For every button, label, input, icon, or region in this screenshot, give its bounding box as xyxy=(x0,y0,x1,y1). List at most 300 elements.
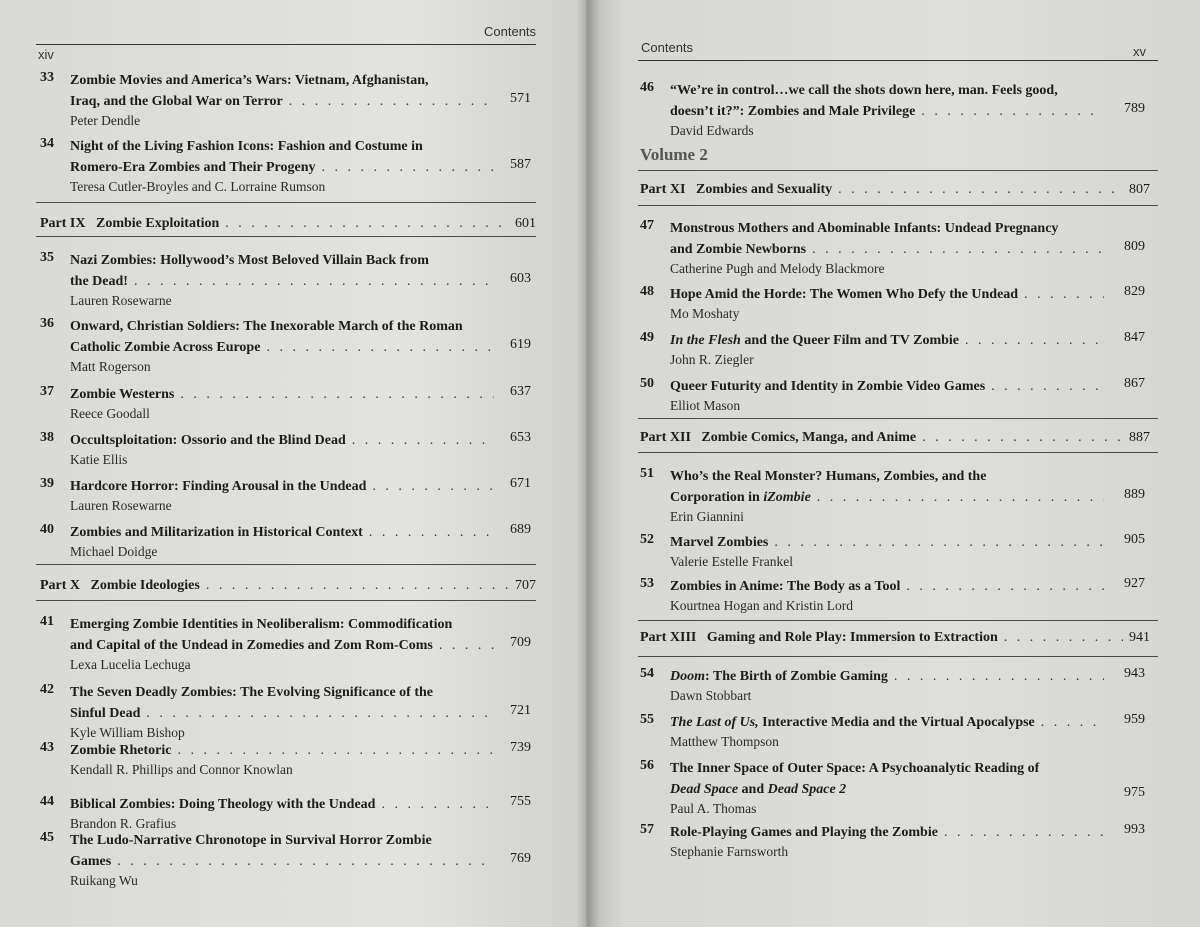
part-heading[interactable] xyxy=(640,430,1150,446)
leader-dots xyxy=(817,487,1104,508)
chapter-title-plain: Corporation in xyxy=(670,490,764,505)
chapter-title-plain: Interactive Media and the Virtual Apocalypse xyxy=(758,715,1035,730)
chapter-title-text xyxy=(670,221,1058,236)
leader-dots xyxy=(322,157,494,178)
leader-dots xyxy=(381,794,494,815)
chapter-body xyxy=(70,70,500,130)
leader-dots xyxy=(1024,284,1104,305)
chapter-title xyxy=(70,830,500,872)
chapter-title-part: and xyxy=(738,782,768,797)
chapter-body xyxy=(70,316,500,376)
page-reference: 587 xyxy=(510,157,531,172)
chapter-title-text xyxy=(70,851,111,872)
chapter-title-line xyxy=(670,466,1110,487)
chapter-body xyxy=(70,136,500,196)
chapter-title-text xyxy=(670,576,900,597)
chapter-number: 36 xyxy=(40,316,54,331)
chapter-body xyxy=(70,740,500,779)
chapter-title-text xyxy=(70,384,174,405)
chapter-author: Teresa Cutler-Broyles and C. Lorraine Rumson xyxy=(70,179,326,194)
chapter-number: 35 xyxy=(40,250,54,265)
chapter-number: 54 xyxy=(640,666,654,681)
chapter-author: Kourtnea Hogan and Kristin Lord xyxy=(670,598,853,613)
chapter-title xyxy=(670,666,1110,687)
chapter-author: Reece Goodall xyxy=(70,406,150,421)
section-rule xyxy=(36,564,536,565)
page-reference: 889 xyxy=(1124,487,1145,502)
chapter-body xyxy=(70,430,500,469)
chapter-title-line xyxy=(70,682,500,703)
part-heading[interactable] xyxy=(40,216,536,232)
chapter-title-plain: The Inner Space of Outer Space: A Psychoanalytic Reading of xyxy=(670,761,1040,776)
page-reference: 739 xyxy=(510,740,531,755)
chapter-title-plain: Catholic Zombie Across Europe xyxy=(70,340,261,355)
section-rule xyxy=(638,452,1158,453)
chapter-author: Stephanie Farnsworth xyxy=(670,844,789,859)
chapter-number: 44 xyxy=(40,794,54,809)
page-reference: 755 xyxy=(510,794,531,809)
chapter-author: Ruikang Wu xyxy=(70,873,138,888)
section-rule xyxy=(638,656,1158,657)
chapter-title-plain: Marvel Zombies xyxy=(670,535,769,550)
chapter-title-plain: Sinful Dead xyxy=(70,706,141,721)
chapter-title-line xyxy=(70,794,500,815)
chapter-title-text xyxy=(70,522,363,543)
chapter-body xyxy=(70,250,500,310)
chapter-title-plain: Role-Playing Games and Playing the Zombie xyxy=(670,825,938,840)
chapter-title-text xyxy=(70,635,433,656)
chapter-title-text xyxy=(670,666,888,687)
page-reference: 689 xyxy=(510,522,531,537)
page-reference: 905 xyxy=(1124,532,1145,547)
chapter-title-line xyxy=(70,157,500,178)
leader-dots xyxy=(906,576,1104,597)
chapter-author: Lauren Rosewarne xyxy=(70,498,172,513)
chapter-title-plain: Who’s the Real Monster? Humans, Zombies, and the xyxy=(670,469,987,484)
leader-dots xyxy=(439,635,494,656)
chapter-title xyxy=(70,522,500,543)
chapter-author: Catherine Pugh and Melody Blackmore xyxy=(670,261,885,276)
chapter-title-text xyxy=(670,761,1039,776)
chapter-title xyxy=(70,740,500,761)
chapter-author: Matthew Thompson xyxy=(670,734,779,749)
chapter-title-plain: Zombie Westerns xyxy=(70,387,175,402)
chapter-title-plain: Zombie Rhetoric xyxy=(70,743,172,758)
chapter-body xyxy=(670,576,1110,615)
chapter-title-plain: : The Birth of Zombie Gaming xyxy=(705,669,888,684)
right-running-head: Contents xyxy=(641,40,694,55)
chapter-title-text xyxy=(670,376,985,397)
chapter-title-text xyxy=(70,139,423,154)
leader-dots xyxy=(117,851,494,872)
chapter-title-plain: doesn’t it?”: Zombies and Male Privilege xyxy=(670,104,916,119)
part-page-reference: 887 xyxy=(1129,430,1150,445)
chapter-title-plain: Queer Futurity and Identity in Zombie Video Games xyxy=(670,379,986,394)
chapter-title-plain: The Seven Deadly Zombies: The Evolving Significance of the xyxy=(70,685,433,700)
chapter-title-line xyxy=(670,779,1110,800)
chapter-title-text xyxy=(670,712,1035,733)
page-reference: 789 xyxy=(1124,101,1145,116)
chapter-title-text xyxy=(70,271,128,292)
chapter-title-text xyxy=(670,532,768,553)
chapter-author: Kyle William Bishop xyxy=(70,725,185,740)
chapter-body xyxy=(670,822,1110,861)
chapter-title-plain: Hardcore Horror: Finding Arousal in the Undead xyxy=(70,479,367,494)
chapter-author: Erin Giannini xyxy=(670,509,744,524)
chapter-number: 40 xyxy=(40,522,54,537)
page-reference: 653 xyxy=(510,430,531,445)
chapter-title xyxy=(70,250,500,292)
chapter-number: 37 xyxy=(40,384,54,399)
chapter-author: Michael Doidge xyxy=(70,544,158,559)
chapter-title-line xyxy=(70,250,500,271)
chapter-title-plain: Occultsploitation: Ossorio and the Blind Dead xyxy=(70,433,346,448)
chapter-title-line xyxy=(70,337,500,358)
part-label: Part X Zombie Ideologies xyxy=(40,578,200,593)
page-reference: 867 xyxy=(1124,376,1145,391)
chapter-body xyxy=(70,384,500,423)
right-page-number: xv xyxy=(1133,44,1146,59)
chapter-title-plain: Onward, Christian Soldiers: The Inexorable March of the Roman xyxy=(70,319,463,334)
section-rule xyxy=(36,600,536,601)
chapter-title xyxy=(70,70,500,112)
page-reference: 637 xyxy=(510,384,531,399)
chapter-body xyxy=(70,476,500,515)
chapter-author: Lexa Lucelia Lechuga xyxy=(70,657,191,672)
chapter-title-text xyxy=(670,101,915,122)
chapter-author: Elliot Mason xyxy=(670,398,741,413)
chapter-title-line xyxy=(70,830,500,851)
section-rule xyxy=(638,205,1158,206)
chapter-title-plain: and Zombie Newborns xyxy=(670,242,807,257)
page-reference: 927 xyxy=(1124,576,1145,591)
section-rule xyxy=(638,620,1158,621)
chapter-title-line xyxy=(670,218,1110,239)
chapter-number: 49 xyxy=(640,330,654,345)
left-header-rule xyxy=(36,44,536,45)
chapter-title-line xyxy=(670,576,1110,597)
chapter-title-line xyxy=(70,384,500,405)
chapter-title-text xyxy=(670,83,1058,98)
leader-dots xyxy=(1041,712,1104,733)
chapter-title-text xyxy=(670,469,986,484)
chapter-author: Lauren Rosewarne xyxy=(70,293,172,308)
part-label: Part XII Zombie Comics, Manga, and Anime xyxy=(640,430,917,445)
chapter-author: Kendall R. Phillips and Connor Knowlan xyxy=(70,762,293,777)
leader-dots xyxy=(225,216,509,232)
chapter-body xyxy=(70,522,500,561)
page-reference: 603 xyxy=(510,271,531,286)
leader-dots xyxy=(177,740,494,761)
chapter-number: 47 xyxy=(640,218,654,233)
chapter-title-plain: and the Queer Film and TV Zombie xyxy=(740,333,960,348)
part-label: Part XIII Gaming and Role Play: Immersion to Extraction xyxy=(640,630,998,645)
chapter-title-text xyxy=(70,430,346,451)
chapter-title-line xyxy=(670,330,1110,351)
chapter-title xyxy=(70,794,500,815)
chapter-body xyxy=(670,758,1110,818)
chapter-title xyxy=(70,614,500,656)
page-reference: 943 xyxy=(1124,666,1145,681)
leader-dots xyxy=(774,532,1104,553)
chapter-body xyxy=(670,532,1110,571)
chapter-title-plain: Iraq, and the Global War on Terror xyxy=(70,94,283,109)
chapter-title-plain: the Dead! xyxy=(70,274,128,289)
chapter-title-line xyxy=(70,851,500,872)
chapter-title-line xyxy=(670,758,1110,779)
part-page-reference: 707 xyxy=(515,578,536,593)
chapter-title-text xyxy=(70,253,429,268)
chapter-title xyxy=(670,576,1110,597)
page-reference: 809 xyxy=(1124,239,1145,254)
leader-dots xyxy=(922,430,1123,446)
chapter-body xyxy=(670,712,1110,751)
chapter-title-line xyxy=(70,70,500,91)
chapter-title-text xyxy=(70,833,432,848)
part-heading[interactable] xyxy=(640,630,1150,646)
leader-dots xyxy=(812,239,1104,260)
chapter-author: Mo Moshaty xyxy=(670,306,740,321)
chapter-author: Valerie Estelle Frankel xyxy=(670,554,793,569)
leader-dots xyxy=(991,376,1104,397)
chapter-title xyxy=(670,466,1110,508)
chapter-title-line xyxy=(670,284,1110,305)
chapter-title-line xyxy=(70,522,500,543)
chapter-title-plain: Monstrous Mothers and Abominable Infants: Undead Pregnancy xyxy=(670,221,1059,236)
chapter-body xyxy=(70,682,500,742)
leader-dots xyxy=(146,703,494,724)
part-label: Part IX Zombie Exploitation xyxy=(40,216,220,231)
chapter-title xyxy=(70,682,500,724)
chapter-title-line xyxy=(670,532,1110,553)
page-reference: 671 xyxy=(510,476,531,491)
chapter-title-text xyxy=(70,73,429,88)
part-page-reference: 807 xyxy=(1129,182,1150,197)
part-heading[interactable] xyxy=(640,182,1150,198)
chapter-title-line xyxy=(70,430,500,451)
chapter-title-line xyxy=(670,80,1110,101)
chapter-title-part: Dead Space xyxy=(670,782,739,797)
chapter-title xyxy=(70,476,500,497)
chapter-number: 39 xyxy=(40,476,54,491)
chapter-author: Katie Ellis xyxy=(70,452,128,467)
page-reference: 829 xyxy=(1124,284,1145,299)
page-reference: 721 xyxy=(510,703,531,718)
chapter-title xyxy=(670,758,1110,800)
page-reference: 571 xyxy=(510,91,531,106)
chapter-number: 34 xyxy=(40,136,54,151)
chapter-title-line xyxy=(70,271,500,292)
chapter-number: 56 xyxy=(640,758,654,773)
chapter-title-line xyxy=(670,712,1110,733)
leader-dots xyxy=(965,330,1104,351)
leader-dots xyxy=(134,271,494,292)
section-rule xyxy=(638,170,1158,171)
chapter-number: 33 xyxy=(40,70,54,85)
chapter-title-line xyxy=(670,101,1110,122)
chapter-author: John R. Ziegler xyxy=(670,352,754,367)
leader-dots xyxy=(206,578,509,594)
chapter-title-part: Dead Space 2 xyxy=(767,782,847,797)
chapter-title-plain: “We’re in control…we call the shots down here, man. Feels good, xyxy=(670,83,1058,98)
chapter-title-plain: Zombie Movies and America’s Wars: Vietnam, Afghanistan, xyxy=(70,73,429,88)
chapter-title-line xyxy=(670,666,1110,687)
chapter-title-text xyxy=(70,685,433,700)
chapter-title xyxy=(670,822,1110,843)
chapter-title-plain: Zombies in Anime: The Body as a Tool xyxy=(670,579,901,594)
page-reference: 709 xyxy=(510,635,531,650)
chapter-title-text xyxy=(70,91,283,112)
chapter-body xyxy=(670,466,1110,526)
chapter-title-text xyxy=(70,337,260,358)
leader-dots xyxy=(352,430,494,451)
chapter-body xyxy=(70,794,500,833)
chapter-number: 48 xyxy=(640,284,654,299)
page-reference: 975 xyxy=(1124,785,1145,800)
chapter-title xyxy=(670,80,1110,122)
chapter-title-plain: The Ludo-Narrative Chronotope in Survival Horror Zombie xyxy=(70,833,432,848)
chapter-number: 55 xyxy=(640,712,654,727)
chapter-number: 45 xyxy=(40,830,54,845)
chapter-title-text xyxy=(70,319,463,334)
chapter-title xyxy=(70,136,500,178)
chapter-title-italic: In the Flesh xyxy=(670,333,741,348)
chapter-title-plain: Zombies and Militarization in Historical Context xyxy=(70,525,363,540)
chapter-title xyxy=(670,712,1110,733)
section-rule xyxy=(638,418,1158,419)
section-rule xyxy=(36,202,536,203)
chapter-author: David Edwards xyxy=(670,123,754,138)
chapter-title-line xyxy=(70,91,500,112)
leader-dots xyxy=(372,476,494,497)
chapter-author: Paul A. Thomas xyxy=(670,801,757,816)
chapter-number: 43 xyxy=(40,740,54,755)
chapter-title-text xyxy=(670,284,1018,305)
page-reference: 847 xyxy=(1124,330,1145,345)
chapter-title-plain: Night of the Living Fashion Icons: Fashion and Costume in xyxy=(70,139,423,154)
part-page-reference: 601 xyxy=(515,216,536,231)
leader-dots xyxy=(289,91,494,112)
chapter-body xyxy=(70,614,500,674)
left-running-head: Contents xyxy=(484,24,537,39)
chapter-title xyxy=(670,330,1110,351)
left-page-number: xiv xyxy=(38,47,54,62)
page-reference: 619 xyxy=(510,337,531,352)
page-reference: 993 xyxy=(1124,822,1145,837)
chapter-title-italic: Doom xyxy=(670,669,705,684)
chapter-body xyxy=(670,666,1110,705)
leader-dots xyxy=(369,522,494,543)
chapter-title-line xyxy=(70,614,500,635)
chapter-title-text xyxy=(670,239,806,260)
chapter-title xyxy=(670,218,1110,260)
chapter-title-text xyxy=(70,476,366,497)
chapter-title-plain: Nazi Zombies: Hollywood’s Most Beloved Villain Back from xyxy=(70,253,429,268)
chapter-title-text xyxy=(70,703,140,724)
chapter-title-plain: and Capital of the Undead in Zomedies and Zom Rom-Coms xyxy=(70,638,433,653)
chapter-title-line xyxy=(670,822,1110,843)
chapter-author: Peter Dendle xyxy=(70,113,141,128)
leader-dots xyxy=(1004,630,1123,646)
chapter-title-italic: The Last of Us, xyxy=(670,715,759,730)
chapter-number: 41 xyxy=(40,614,54,629)
chapter-number: 50 xyxy=(640,376,654,391)
chapter-number: 46 xyxy=(640,80,654,95)
leader-dots xyxy=(921,101,1104,122)
chapter-author: Matt Rogerson xyxy=(70,359,151,374)
chapter-title xyxy=(670,532,1110,553)
chapter-title-plain: Emerging Zombie Identities in Neoliberalism: Commodification xyxy=(70,617,453,632)
chapter-author: Brandon R. Grafius xyxy=(70,816,177,831)
chapter-title-italic: iZombie xyxy=(763,490,811,505)
chapter-title xyxy=(70,384,500,405)
chapter-title-text xyxy=(70,157,316,178)
leader-dots xyxy=(944,822,1104,843)
chapter-title-text xyxy=(670,330,959,351)
chapter-title-line xyxy=(70,635,500,656)
chapter-title-line xyxy=(70,136,500,157)
chapter-title-line xyxy=(70,316,500,337)
chapter-number: 38 xyxy=(40,430,54,445)
chapter-body xyxy=(670,376,1110,415)
chapter-title-line xyxy=(670,487,1110,508)
chapter-title xyxy=(70,430,500,451)
chapter-title-line xyxy=(670,376,1110,397)
chapter-body xyxy=(70,830,500,890)
chapter-title-text xyxy=(70,617,452,632)
chapter-number: 57 xyxy=(640,822,654,837)
chapter-title-text xyxy=(670,822,938,843)
chapter-author: Dawn Stobbart xyxy=(670,688,752,703)
part-label: Part XI Zombies and Sexuality xyxy=(640,182,833,197)
leader-dots xyxy=(180,384,494,405)
chapter-number: 52 xyxy=(640,532,654,547)
leader-dots xyxy=(894,666,1104,687)
page-reference: 959 xyxy=(1124,712,1145,727)
chapter-body xyxy=(670,218,1110,278)
page-reference: 769 xyxy=(510,851,531,866)
chapter-body xyxy=(670,80,1110,140)
chapter-number: 53 xyxy=(640,576,654,591)
chapter-title-plain: Romero-Era Zombies and Their Progeny xyxy=(70,160,316,175)
part-page-reference: 941 xyxy=(1129,630,1150,645)
chapter-title-text xyxy=(70,794,375,815)
chapter-title-plain: Games xyxy=(70,854,112,869)
chapter-title-line xyxy=(70,740,500,761)
chapter-number: 42 xyxy=(40,682,54,697)
chapter-body xyxy=(670,284,1110,323)
leader-dots xyxy=(838,182,1123,198)
chapter-title-plain: Biblical Zombies: Doing Theology with the Undead xyxy=(70,797,376,812)
chapter-title-line xyxy=(670,239,1110,260)
chapter-title-text xyxy=(70,740,171,761)
chapter-title-line xyxy=(70,703,500,724)
chapter-title xyxy=(670,376,1110,397)
part-heading[interactable] xyxy=(40,578,536,594)
volume-heading: Volume 2 xyxy=(640,145,708,164)
chapter-title-text xyxy=(670,487,811,508)
chapter-body xyxy=(670,330,1110,369)
right-header-rule xyxy=(638,60,1158,61)
chapter-title xyxy=(70,316,500,358)
chapter-title-plain: Hope Amid the Horde: The Women Who Defy the Undead xyxy=(670,287,1019,302)
book-gutter xyxy=(576,0,600,927)
section-rule xyxy=(36,236,536,237)
chapter-title xyxy=(670,284,1110,305)
chapter-number: 51 xyxy=(640,466,654,481)
chapter-title-line xyxy=(70,476,500,497)
leader-dots xyxy=(266,337,494,358)
